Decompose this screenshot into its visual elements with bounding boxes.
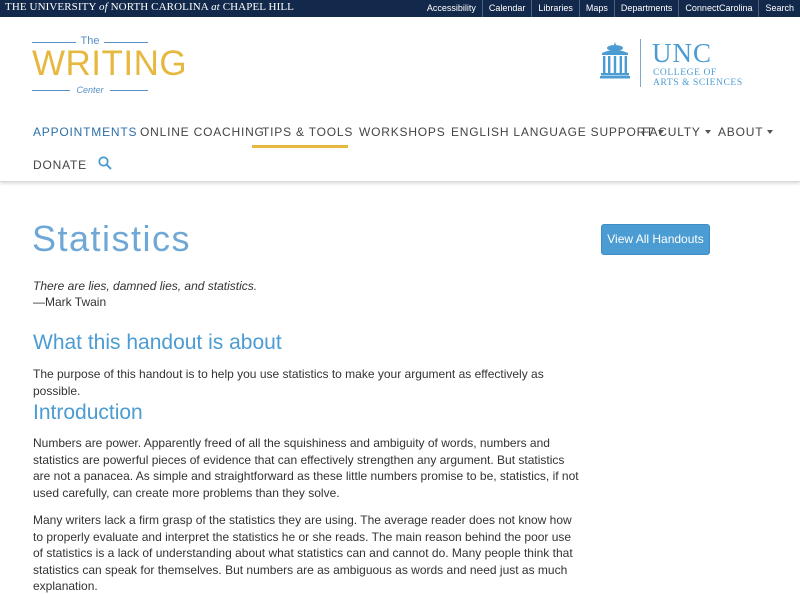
search-icon[interactable] xyxy=(98,156,112,170)
logo-unc-sub-line2: ARTS & SCIENCES xyxy=(653,78,743,88)
univ-text-1: THE UNIVERSITY xyxy=(5,1,97,13)
section-heading-introduction: Introduction xyxy=(33,401,143,424)
page-title: Statistics xyxy=(32,218,192,259)
chevron-down-icon xyxy=(767,130,773,134)
nav-faculty[interactable] xyxy=(642,125,711,139)
univ-text-at: at xyxy=(211,1,220,13)
main-nav xyxy=(0,112,800,182)
univ-text-of: of xyxy=(98,1,108,13)
nav-about-label: ABOUT xyxy=(718,125,764,139)
utility-link-libraries[interactable]: Libraries xyxy=(531,0,579,17)
nav-english-label: ENGLISH LANGUAGE SUPPORT xyxy=(451,125,655,139)
logo-unc-sub xyxy=(653,68,743,88)
logo-center: Center xyxy=(76,85,104,95)
nav-donate[interactable]: DONATE xyxy=(33,158,87,172)
utility-link-accessibility[interactable]: Accessibility xyxy=(426,3,476,13)
chevron-down-icon xyxy=(705,130,711,134)
univ-text-2: NORTH CAROLINA xyxy=(110,1,209,13)
site-header xyxy=(0,17,800,112)
utility-nav xyxy=(421,0,800,17)
univ-text-3: CHAPEL HILL xyxy=(222,1,294,13)
nav-about[interactable] xyxy=(718,125,773,139)
logo-writing: WRITING xyxy=(32,44,188,83)
nav-tips-tools[interactable]: TIPS & TOOLS xyxy=(262,125,354,139)
epigraph-quote: There are lies, damned lies, and statistics. xyxy=(33,279,258,293)
epigraph-author: —Mark Twain xyxy=(33,295,107,309)
utility-bar xyxy=(0,0,800,17)
unc-college-logo[interactable] xyxy=(600,39,760,91)
logo-unc-sub-line1: COLLEGE OF xyxy=(653,68,717,78)
utility-link-maps[interactable]: Maps xyxy=(579,0,614,17)
logo-unc-name: UNC xyxy=(652,38,713,68)
writing-center-logo[interactable] xyxy=(32,35,188,97)
nav-faculty-label: FACULTY xyxy=(642,125,701,139)
utility-link-connectcarolina[interactable]: ConnectCarolina xyxy=(678,0,758,17)
intro-paragraph-2: Many writers lack a firm grasp of the statistics they are using. The average reader does not know how to properly evaluate and interpret the statistics he or she reads. The main reason behind the poor use of statistics is a lack of understanding about what statistics can and cannot do. Many people think that statistics can speak for themselves. But numbers are as ambiguous as words and need just as much explanation. xyxy=(33,513,573,594)
old-well-icon xyxy=(600,41,630,79)
utility-link-calendar[interactable]: Calendar xyxy=(482,0,532,17)
section-heading-about: What this handout is about xyxy=(33,331,282,354)
active-tab-indicator xyxy=(252,145,348,148)
nav-english-language-support[interactable] xyxy=(451,125,664,139)
utility-link-departments[interactable]: Departments xyxy=(614,0,679,17)
intro-paragraph-1: Numbers are power. Apparently freed of all the squishiness and ambiguity of words, numbers and statistics are powerful pieces of evidence that can effectively strengthen any argument. But statistics are not a panacea. As simple and straightforward as these little numbers promise to be, statistics, if not used carefully, can create more problems than they solve. xyxy=(33,436,579,500)
logo-rule xyxy=(104,42,148,43)
logo-divider xyxy=(640,39,641,87)
logo-rule xyxy=(110,90,148,91)
university-wordmark[interactable] xyxy=(5,1,294,13)
logo-the: The xyxy=(80,35,100,47)
nav-workshops[interactable]: WORKSHOPS xyxy=(359,125,446,139)
nav-online-coaching[interactable]: ONLINE COACHING xyxy=(140,125,265,139)
utility-link-search[interactable]: Search xyxy=(758,0,800,17)
view-all-handouts-button[interactable]: View All Handouts xyxy=(601,224,710,255)
nav-appointments[interactable]: APPOINTMENTS xyxy=(33,125,138,139)
section-about-text: The purpose of this handout is to help you use statistics to make your argument as effectively as possible. xyxy=(33,367,544,398)
